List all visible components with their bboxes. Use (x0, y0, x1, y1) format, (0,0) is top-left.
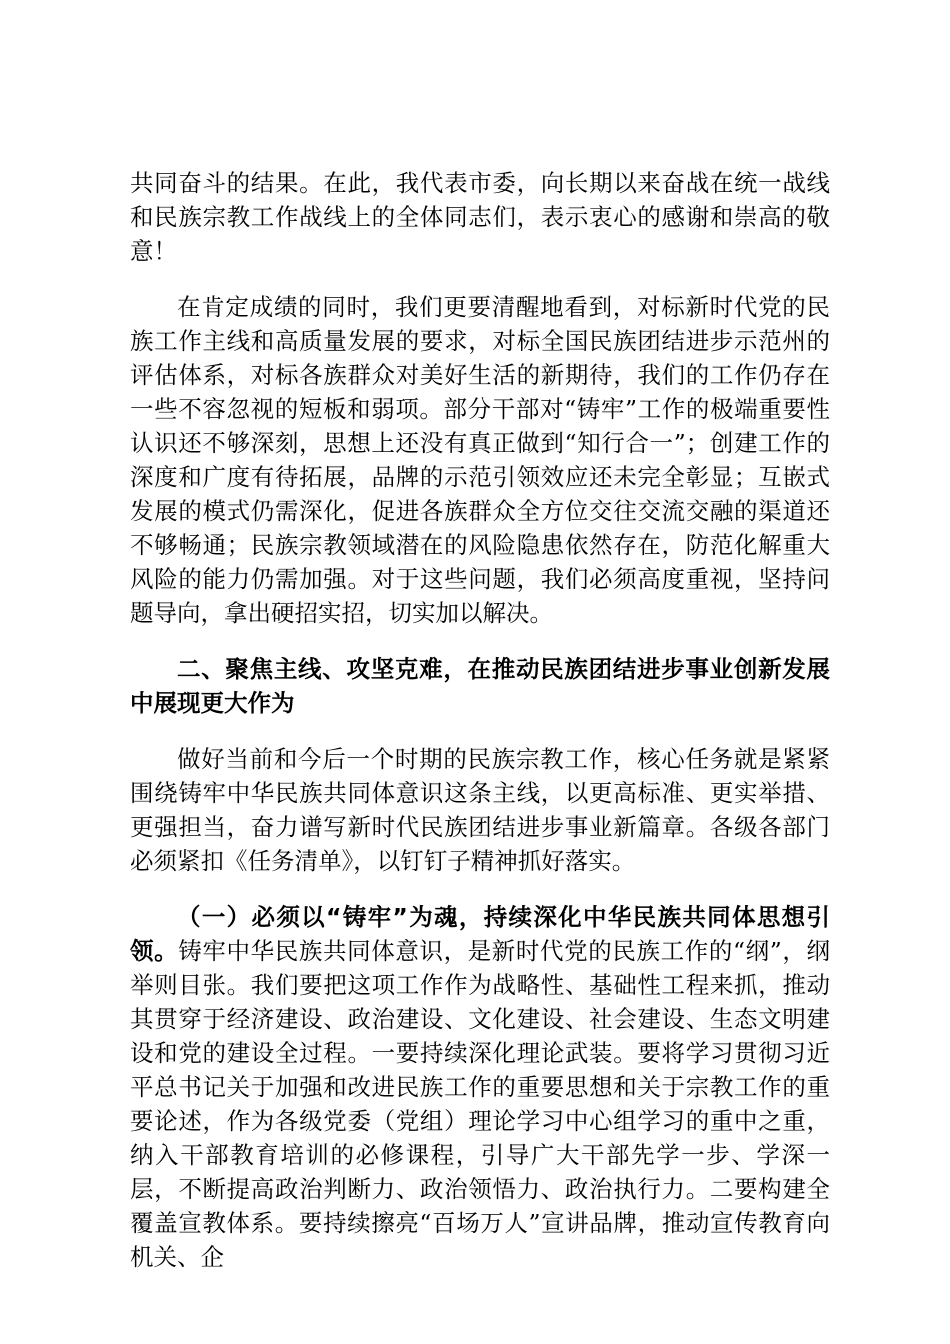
paragraph-shortcomings: 在肯定成绩的同时，我们更要清醒地看到，对标新时代党的民族工作主线和高质量发展的要求，对标全国民族团结进步示范州的评估体系，对标各族群众对美好生活的新期待，我们的工作仍存在一些不容忽视的短板和弱项。部分干部对“铸牢”工作的极端重要性认识还不够深刻，思想上还没有真正做到“知行合一”；创建工作的深度和广度有待拓展，品牌的示范引领效应还未完全彰显；互嵌式发展的模式仍需深化，促进各族群众全方位交往交流交融的渠道还不够畅通；民族宗教领域潜在的风险隐患依然存在，防范化解重大风险的能力仍需加强。对于这些问题，我们必须高度重视，坚持问题导向，拿出硬招实招，切实加以解决。 (130, 293, 830, 627)
subsection-one-body: 铸牢中华民族共同体意识，是新时代党的民族工作的“纲”，纲举则目张。我们要把这项工作作为战略性、基础性工程来抓，推动其贯穿于经济建设、政治建设、文化建设、社会建设、生态文明建设和党的建设全过程。一要持续深化理论武装。要将学习贯彻习近平总书记关于加强和改进民族工作的重要思想和关于宗教工作的重要论述，作为各级党委（党组）理论学习中心组学习的重中之重，纳入干部教育培训的必修课程，引导广大干部先学一步、学深一层，不断提高政治判断力、政治领悟力、政治执行力。二要构建全覆盖宣教体系。要持续擦亮“百场万人”宣讲品牌，推动宣传教育向机关、企 (130, 937, 831, 1271)
paragraph-core-task: 做好当前和今后一个时期的民族宗教工作，核心任务就是紧紧围绕铸牢中华民族共同体意识这条主线，以更高标准、更实举措、更强担当，奋力谱写新时代民族团结进步事业新篇章。各级各部门必须紧扣《任务清单》，以钉钉子精神抓好落实。 (130, 745, 830, 875)
paragraph-closing-thanks: 共同奋斗的结果。在此，我代表市委，向长期以来奋战在统一战线和民族宗教工作战线上的全体同志们，表示衷心的感谢和崇高的敬意！ (130, 169, 830, 265)
section-heading-two: 二、聚焦主线、攻坚克难，在推动民族团结进步事业创新发展中展现更大作为 (130, 655, 830, 717)
document-page (130, 166, 830, 1296)
paragraph-subsection-one (130, 900, 830, 1274)
subsection-one-title: （一）必须以“铸牢”为魂，持续深化中华民族共同体思想引领。 (130, 903, 830, 965)
